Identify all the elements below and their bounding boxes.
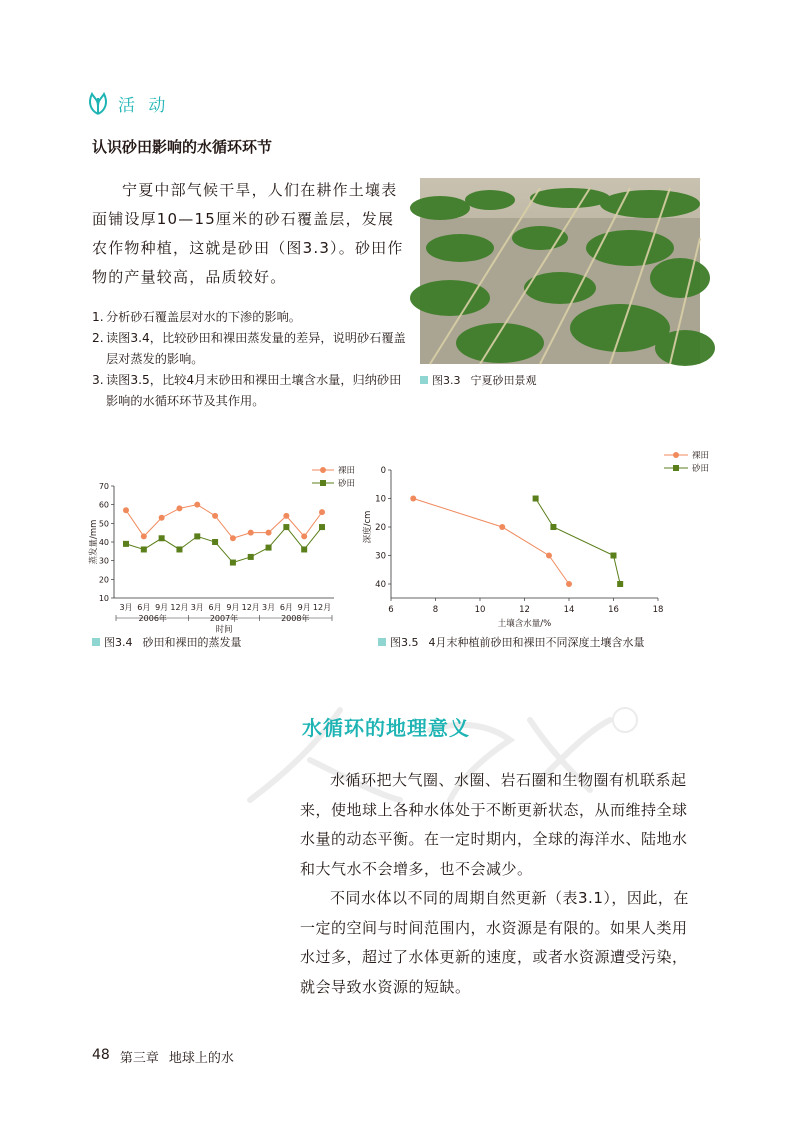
caption-marker [378,638,386,646]
series-line [413,499,569,585]
x-tick-label: 12月 [312,603,332,612]
data-point [212,513,218,519]
data-point [230,535,236,541]
chapter-title: 地球上的水 [168,1051,234,1066]
figure-33-caption [420,372,537,388]
x-tick-label: 8 [432,605,439,615]
data-point [566,581,572,587]
caption-marker [420,376,428,384]
x-tick-label: 16 [608,605,619,615]
page-footer [92,1047,234,1066]
x-tick-label: 12 [519,605,530,615]
section-title: 水循环的地理意义 [302,716,470,740]
body-paragraph: 不同水体以不同的周期自然更新（表3.1），因此，在一定的空间与时间范围内，水资源是有限的。如果人类用水过多，超过了水体更新的速度，或者水资源遭受污染，就会导致水资源的短缺。 [300,889,689,996]
series-line [126,505,322,539]
x-tick-label: 18 [652,605,664,615]
data-point [499,524,505,530]
activity-header [86,90,169,116]
activity-subheading: 认识砂田影响的水循环环节 [92,138,273,156]
data-point [319,509,325,515]
data-point [301,546,307,552]
x-tick-label: 12月 [170,603,189,612]
legend-marker [320,480,326,486]
legend-label: 砂田 [692,464,710,474]
data-point [141,546,147,552]
data-point [159,515,165,521]
data-point [546,553,552,559]
data-point [550,524,556,530]
sand-field-photo [420,178,700,364]
x-tick-label: 9月 [226,603,240,612]
data-point [533,496,539,502]
task-number: 1. [92,310,104,324]
figure-34-caption [92,634,242,650]
task-number: 3. [92,373,104,387]
figure-number: 图3.3 [432,374,461,387]
soil-moisture-chart [358,448,718,630]
x-tick-label: 9月 [297,603,311,612]
x-tick-label: 3月 [119,603,133,612]
data-point [123,507,129,513]
y-tick-label: 0 [380,466,386,476]
task-item [92,370,410,412]
legend-label: 砂田 [338,479,356,489]
figure-caption-text: 4月末种植前砂田和裸田不同深度土壤含水量 [428,636,645,649]
data-point [194,533,200,539]
y-tick-label: 50 [98,519,109,529]
task-item [92,307,410,328]
leaf-activity-icon [86,90,110,116]
y-tick-label: 30 [375,551,386,562]
data-point [248,554,254,560]
data-point [159,535,165,541]
task-item [92,328,410,370]
data-point [266,530,272,536]
evaporation-chart [86,460,356,635]
y-tick-label: 30 [98,556,109,566]
caption-marker [92,638,100,646]
task-number: 2. [92,331,104,345]
task-list [92,307,410,412]
y-tick-label: 10 [98,594,109,603]
y-axis-title: 蒸发量/mm [89,519,99,565]
legend-marker [673,465,679,471]
x-tick-label: 3月 [261,603,276,612]
y-tick-label: 10 [375,494,386,505]
x-axis-title: 土壤含水量/% [497,619,552,629]
x-tick-label: 14 [563,605,575,615]
data-point [266,545,272,551]
year-label: 2008年 [281,614,310,623]
y-tick-label: 40 [98,538,109,547]
data-point [410,496,416,502]
data-point [141,533,147,539]
data-point [319,524,325,530]
x-tick-label: 6 [388,605,394,615]
data-point [123,541,129,547]
x-tick-label: 10 [474,605,486,615]
y-tick-label: 20 [375,523,386,533]
data-point [611,553,617,559]
chapter-number: 第三章 [119,1051,159,1066]
legend-label: 裸田 [692,451,710,461]
legend-marker [673,452,679,458]
intro-paragraph: 宁夏中部气候干旱，人们在耕作土壤表面铺设厚10—15厘米的砂石覆盖层，发展农作物种植，这就是砂田（图3.3）。砂田作物的产量较高，品质较好。 [92,181,404,286]
y-tick-label: 20 [98,575,109,585]
data-point [212,539,218,545]
series-line [536,499,621,585]
y-axis-title: 深度/cm [363,510,373,544]
data-point [283,524,289,530]
figure-number: 图3.5 [390,636,419,649]
y-tick-label: 60 [98,500,109,510]
data-point [617,581,623,587]
figure-35-caption [378,634,645,650]
data-point [230,560,236,566]
data-point [194,502,200,508]
data-point [176,505,182,511]
figure-number: 图3.4 [104,636,133,649]
x-tick-label: 6月 [208,603,222,612]
task-text: 读图3.5，比较4月末砂田和裸田土壤含水量，归纳砂田影响的水循环环节及其作用。 [106,373,402,408]
x-tick-label: 3月 [190,603,204,612]
figure-caption-text: 砂田和裸田的蒸发量 [142,636,242,649]
data-point [176,546,182,552]
data-point [283,513,289,519]
x-tick-label: 12月 [241,603,260,612]
body-paragraph: 水循环把大气圈、水圈、岩石圈和生物圈有机联系起来，使地球上各种水体处于不断更新状态，从而维持全球水量的动态平衡。在一定时期内，全球的海洋水、陆地水和大气水不会增多，也不会减少。 [300,771,688,878]
task-text: 分析砂石覆盖层对水的下渗的影响。 [106,310,301,324]
task-text: 读图3.4，比较砂田和裸田蒸发量的差异，说明砂石覆盖层对蒸发的影响。 [106,331,406,366]
legend-marker [320,467,326,473]
year-label: 2007年 [209,614,239,623]
legend-label: 裸田 [338,466,356,476]
series-line [126,527,322,562]
activity-title: 活 动 [118,95,170,116]
y-tick-label: 70 [98,482,109,491]
year-label: 2006年 [138,614,167,623]
figure-caption-text: 宁夏砂田景观 [470,374,537,387]
data-point [301,533,307,539]
y-tick-label: 40 [375,580,386,590]
x-axis-title: 时间 [215,625,233,635]
page-number: 48 [92,1047,110,1063]
x-tick-label: 6月 [137,603,151,612]
data-point [248,530,254,536]
x-tick-label: 9月 [155,603,169,612]
x-tick-label: 6月 [279,603,293,612]
